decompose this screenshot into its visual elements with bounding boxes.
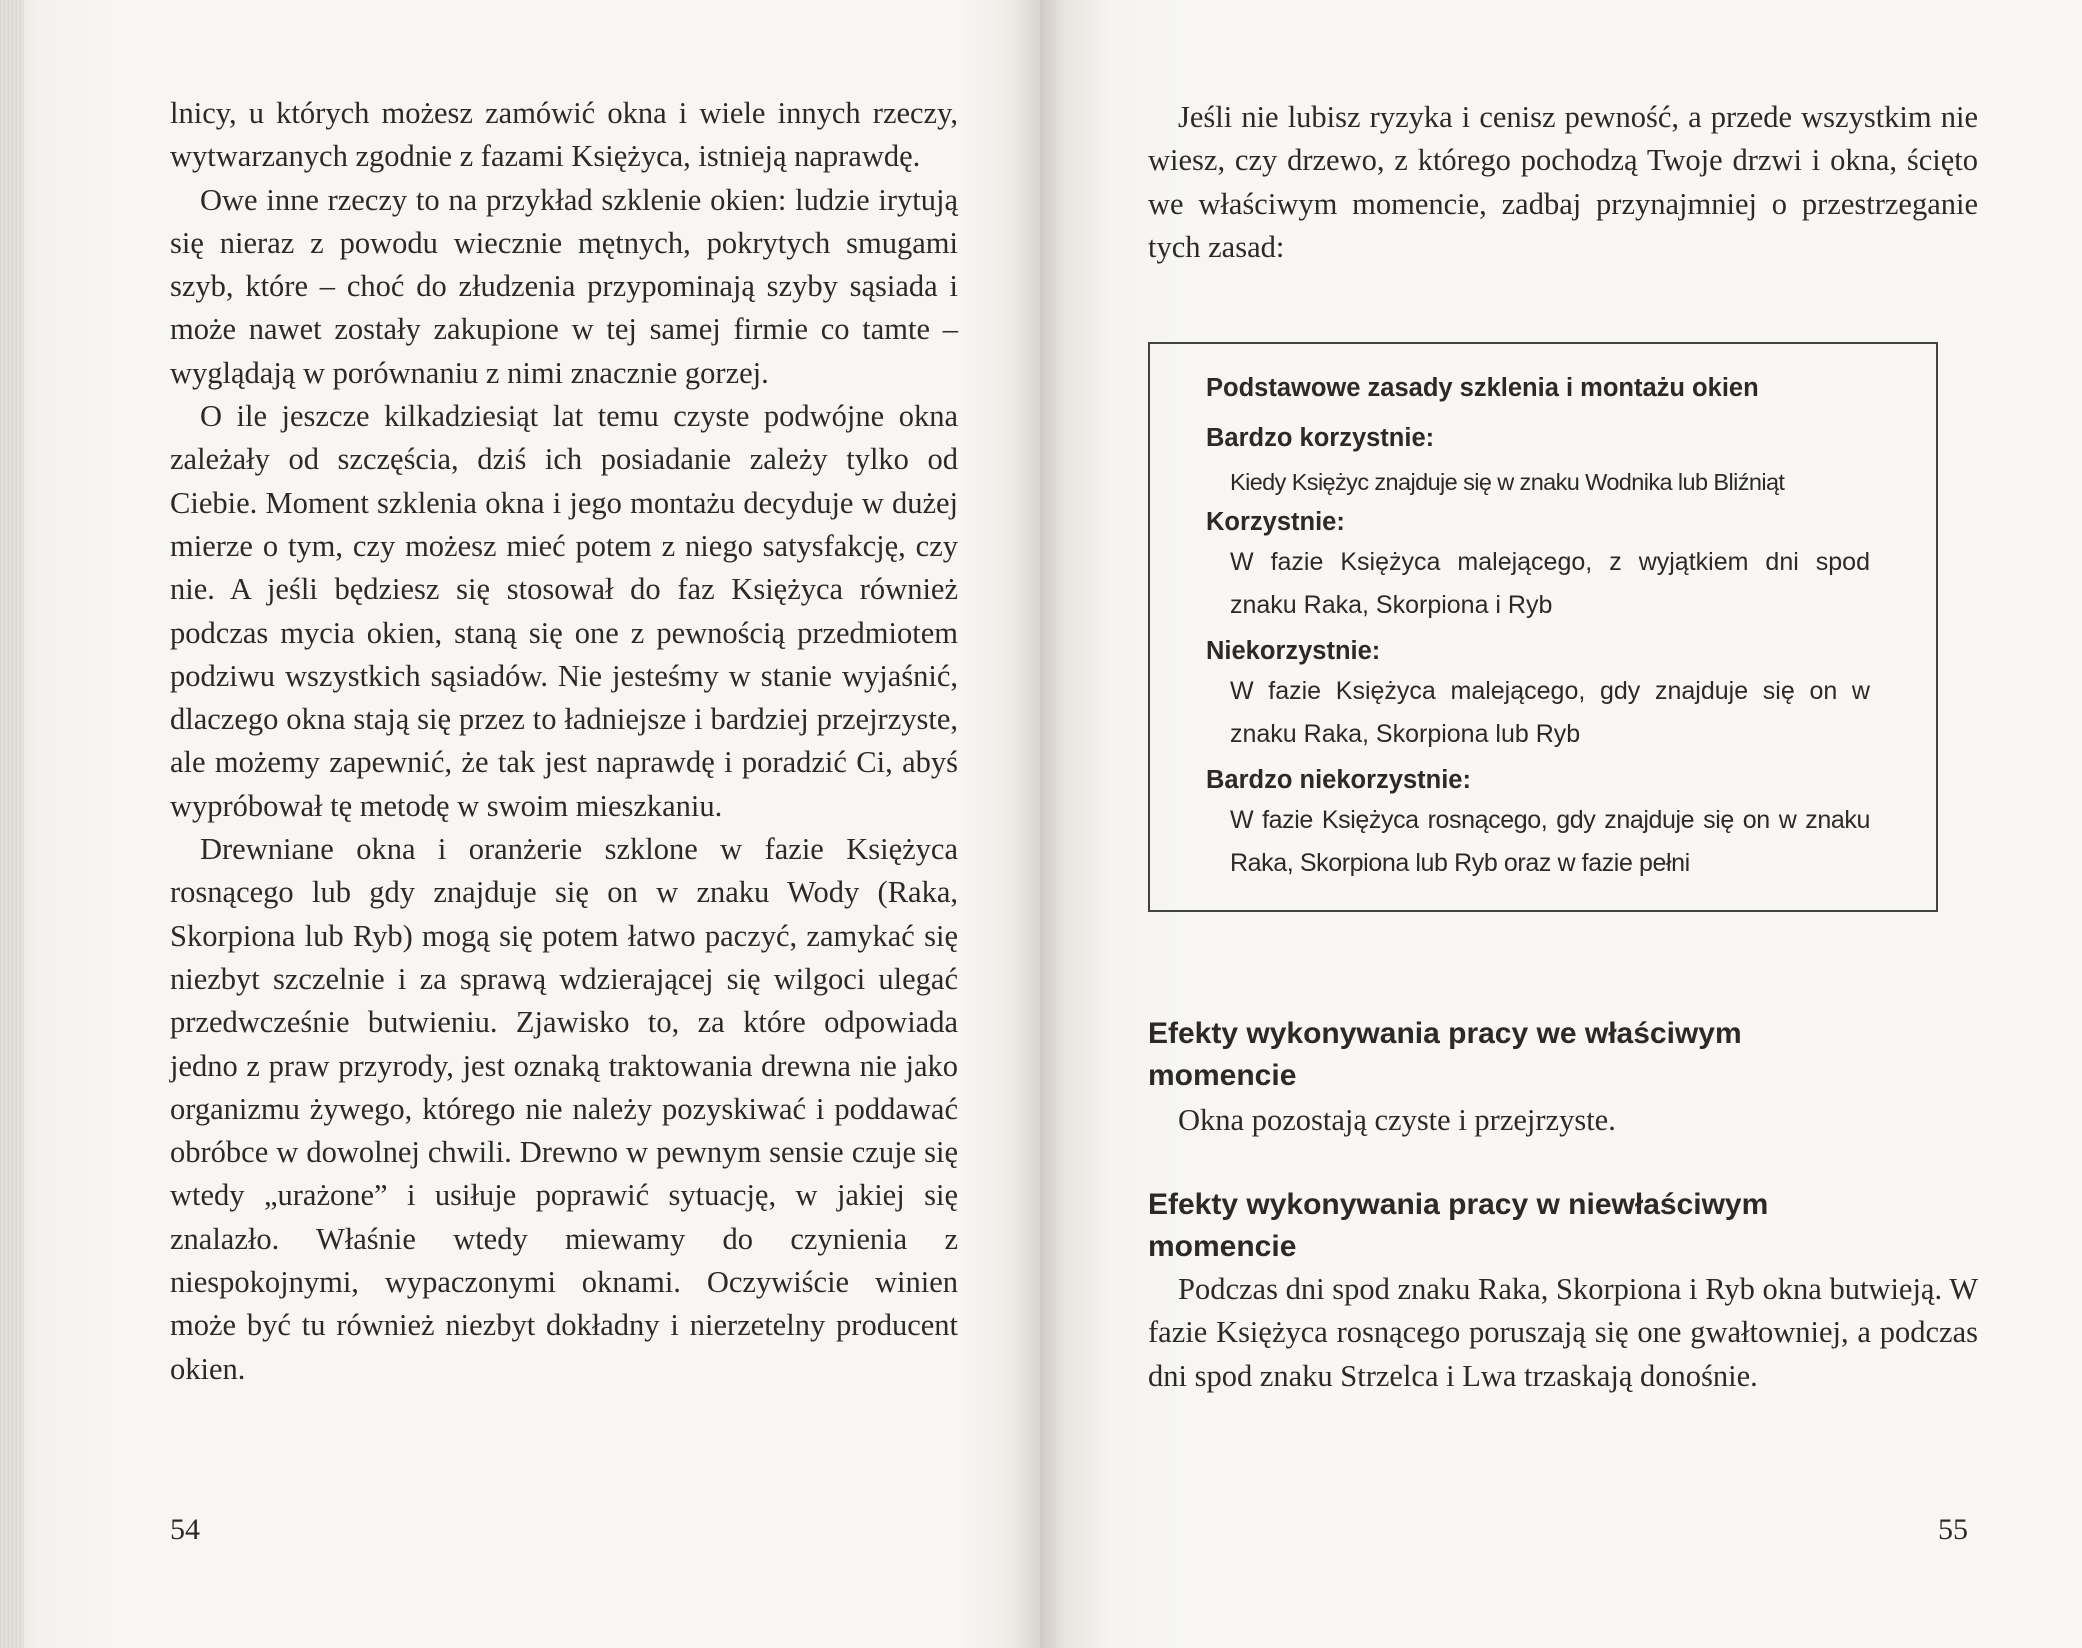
paragraph: Owe inne rzeczy to na przykład szklenie okien: ludzie irytują się nieraz z powodu wiecznie mętnych, pokrytych smugami szyb, które – choć do złudzenia przypominają szyby sąsiada i może nawet zostały zakupione w tej samej firmie co tamte – wyglądają w porównaniu z nimi znacznie gorzej. bbox=[170, 182, 958, 390]
paragraph: Okna pozostają czyste i przejrzyste. bbox=[1178, 1103, 1616, 1137]
rule-category-label: Korzystnie: bbox=[1206, 508, 1345, 536]
rules-box-title: Podstawowe zasady szklenia i montażu okien bbox=[1206, 374, 1759, 402]
page-number-left: 54 bbox=[170, 1513, 200, 1546]
section-text bbox=[1148, 1099, 1978, 1142]
rules-box bbox=[1148, 342, 1938, 912]
rule-category-label: Bardzo niekorzystnie: bbox=[1206, 766, 1471, 794]
rule-category-text: W fazie Księżyca rosnącego, gdy znajduje się on w znaku Raka, Skorpiona lub Ryb oraz w fazie pełni bbox=[1230, 806, 1870, 877]
left-page bbox=[0, 0, 1040, 1648]
section-text bbox=[1148, 1268, 1978, 1398]
rule-category-label: Niekorzystnie: bbox=[1206, 637, 1381, 665]
section-heading: Efekty wykonywania pracy we właściwym momencie bbox=[1148, 1017, 1742, 1092]
rule-category-text: Kiedy Księżyc znajduje się w znaku Wodnika lub Bliźniąt bbox=[1230, 469, 1785, 495]
paragraph: O ile jeszcze kilkadziesiąt lat temu czyste podwójne okna zależały od szczęścia, dziś ich posiadanie zależy tylko od Ciebie. Moment szklenia okna i jego montażu decyduje w dużej mierze o tym, czy możesz mieć potem z niego satysfakcję, czy nie. A jeśli będziesz się stosował do faz Księżyca również podczas mycia okien, staną się one z pewnością przedmiotem podziwu wszystkich sąsiadów. Nie jesteśmy w stanie wyjaśnić, dlaczego okna stają się przez to ładniejsze i bardziej przejrzyste, ale możemy zapewnić, że tak jest naprawdę i poradzić Ci, abyś wypróbował tę metodę w swoim mieszkaniu. bbox=[170, 399, 958, 823]
left-page-body bbox=[170, 92, 958, 1391]
paragraph: lnicy, u których możesz zamówić okna i wiele innych rzeczy, wytwarzanych zgodnie z fazami Księżyca, istnieją naprawdę. bbox=[170, 96, 958, 174]
rule-category-text: W fazie Księżyca malejącego, z wyjątkiem dni spod znaku Raka, Skorpiona i Ryb bbox=[1230, 548, 1870, 619]
rule-category-label: Bardzo korzystnie: bbox=[1206, 424, 1435, 452]
rule-category-text: W fazie Księżyca malejącego, gdy znajduje się on w znaku Raka, Skorpiona lub Ryb bbox=[1230, 677, 1870, 748]
right-page bbox=[1040, 0, 2082, 1648]
paragraph: Drewniane okna i oranżerie szklone w fazie Księżyca rosnącego lub gdy znajduje się on w znaku Wody (Raka, Skorpiona lub Ryb) mogą się potem łatwo paczyć, zamykać się niezbyt szczelnie i za sprawą wdzierającej się wilgoci ulegać przedwcześnie butwieniu. Zjawisko to, za które odpowiada jedno z praw przyrody, jest oznaką traktowania drewna nie jako organizmu żywego, którego nie należy pozyskiwać i poddawać obróbce w dowolnej chwili. Drewno w pewnym sensie czuje się wtedy „urażone” i usiłuje poprawić sytuację, w jakiej się znalazło. Właśnie wtedy miewamy do czynienia z niespokojnymi, wypaczonymi oknami. Oczywiście winien może być tu również niezbyt dokładny i nierzetelny producent okien. bbox=[170, 832, 958, 1386]
paragraph: Podczas dni spod znaku Raka, Skorpiona i Ryb okna butwieją. W fazie Księżyca rosnącego poruszają się one gwałtowniej, a podczas dni spod znaku Strzelca i Lwa trzaskają donośnie. bbox=[1148, 1272, 1978, 1393]
section-heading: Efekty wykonywania pracy w niewłaściwym momencie bbox=[1148, 1188, 1769, 1263]
page-number-right: 55 bbox=[1938, 1513, 1968, 1546]
paragraph: Jeśli nie lubisz ryzyka i cenisz pewność, a przede wszystkim nie wiesz, czy drzewo, z którego pochodzą Twoje drzwi i okna, ścięto we właściwym momencie, zadbaj przynajmniej o przestrzeganie tych zasad: bbox=[1148, 100, 1978, 264]
intro-text bbox=[1148, 96, 1978, 269]
